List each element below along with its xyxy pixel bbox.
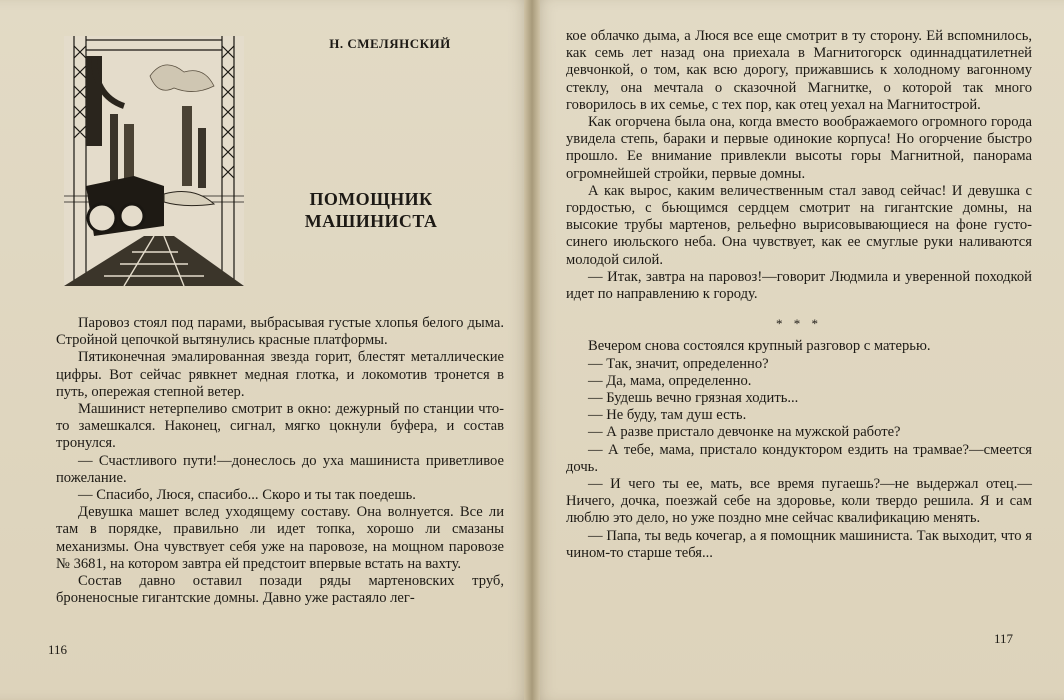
story-title-line: ПОМОЩНИК	[309, 189, 433, 209]
paragraph: А как вырос, каким величественным стал завод сейчас! И девушка с гордостью, с бьющимся сердцем смотрит на гигантские домны, на высокие трубы мартенов, рельефно вырисовывающиеся на фоне густо-синего июльского неба. Она чувствует, как ее смуглые руки наливаются молодой силой.	[566, 182, 1032, 268]
book-gutter	[524, 0, 540, 700]
paragraph: Вечером снова состоялся крупный разговор с матерью.	[588, 338, 931, 355]
paragraph: — Счастливого пути!—донеслось до уха машиниста приветливое пожелание.	[56, 452, 504, 486]
paragraph: Девушка машет вслед уходящему составу. Она волнуется. Все ли там в порядке, правильно ли идет топка, хорошо ли смазаны механизмы. Она чувствует себя уже на паровозе, на мощном паровозе № 3681, на котором завтра ей предстоит впервые встать на вахту.	[56, 504, 504, 572]
dialogue-line: — Не буду, там душ есть.	[588, 407, 747, 424]
paragraph: Паровоз стоял под парами, выбрасывая густые хлопья белого дыма. Стройной цепочкой вытянулись красные платформы.	[56, 315, 504, 349]
right-page	[532, 0, 1064, 700]
dialogue-line: — А разве пристало девчонке на мужской работе?	[588, 424, 901, 441]
paragraph: — Итак, завтра на паровоз!—говорит Людмила и уверенной походкой идет по направлению к городу.	[566, 268, 1032, 303]
paragraph: Машинист нетерпеливо смотрит в окно: дежурный по станции что-то замешкался. Наконец, сигнал, мягко цокнули буфера, и состав тронулся.	[56, 401, 504, 452]
author-name: Н. СМЕЛЯНСКИЙ	[329, 36, 451, 51]
locomotive-woodcut-icon	[64, 36, 244, 286]
dialogue-line: — Будешь вечно грязная ходить...	[588, 390, 799, 407]
page-number: 117	[994, 631, 1014, 646]
story-title	[286, 188, 456, 232]
paragraph: кое облачко дыма, а Люся все еще смотрит в ту сторону. Ей вспомнилось, как семь лет назад она приехала в Магнитогорск одиннадцатилетней девчонкой, о том, как всю дорогу, прижавшись к холодному вагонному стеклу, она мечтала о сказочной Магнитке, о которой так много говорилось в их семье, с тех пор, как отец уехал на Магнитострой.	[566, 28, 1032, 113]
paragraph: Состав давно оставил позади ряды мартеновских труб, броненосные гигантские домны. Давно уже растаяло лег-	[56, 573, 504, 607]
dialogue-line: — Папа, ты ведь кочегар, а я помощник машиниста. Так выходит, что я чином-то старше тебя...	[566, 527, 1032, 561]
paragraph: Как огорчена была она, когда вместо воображаемого огромного города увидела степь, бараки и первые одинокие корпуса! Но огорчение быстро прошло. Ее внимание привлекли высоты горы Магнитной, панорама огромнейшей стройки, первые домны.	[566, 114, 1032, 182]
section-separator: * * *	[776, 316, 822, 332]
dialogue-line: — И чего ты ее, мать, все время пугаешь?—не выдержал отец.—Ничего, дочка, поезжай себе на здоровье, коли твердо решила. Я и сам люблю это дело, но уже поздно мне сейчас квалификацию менять.	[566, 476, 1032, 527]
paragraph: — Спасибо, Люся, спасибо... Скоро и ты так поедешь.	[78, 487, 416, 504]
page-number: 116	[48, 642, 68, 657]
story-title-line: МАШИНИСТА	[304, 211, 438, 231]
left-page-text	[56, 315, 504, 607]
dialogue-line: — Так, значит, определенно?	[588, 355, 769, 372]
paragraph: Пятиконечная эмалированная звезда горит, блестят металлические цифры. Вот сейчас рявкнет медная глотка, и локомотив тронется в путь, опережая степной ветер.	[56, 349, 504, 400]
dialogue-line: — Да, мама, определенно.	[588, 372, 752, 389]
right-page-text	[566, 28, 1032, 562]
dialogue-line: — А тебе, мама, пристало кондуктором ездить на трамвае?—смеется дочь.	[566, 441, 1032, 475]
